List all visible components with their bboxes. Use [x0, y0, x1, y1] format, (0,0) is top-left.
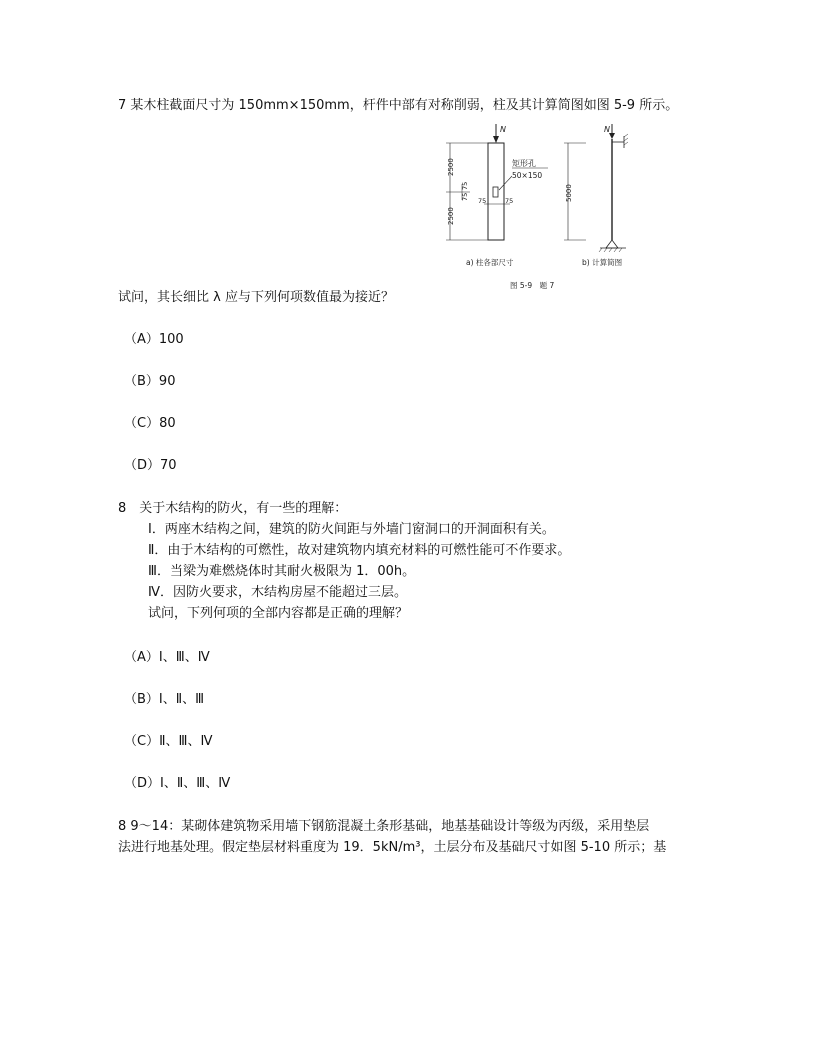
- q8-item-3: Ⅲ．当梁为难燃烧体时其耐火极限为 1．00h。: [148, 564, 416, 579]
- q8-option-d: （D）Ⅰ、Ⅱ、Ⅲ、Ⅳ: [124, 776, 231, 791]
- load-label-b: N: [604, 125, 610, 134]
- caption-a: a) 柱各部尺寸: [466, 258, 514, 267]
- column-outline: [488, 143, 504, 240]
- q8-question: 试问，下列何项的全部内容都是正确的理解？: [148, 606, 409, 621]
- q8-stem: 8 关于木结构的防火，有一些的理解：: [118, 501, 348, 516]
- q8-item-1: Ⅰ．两座木结构之间，建筑的防火间距与外墙门窗洞口的开洞面积有关。: [148, 522, 555, 537]
- load-arrowhead: [493, 136, 499, 143]
- figure-title: 图 5-9 题 7: [510, 281, 555, 290]
- caption-b: b) 计算简图: [582, 258, 623, 267]
- q8-option-b: （B）Ⅰ、Ⅱ、Ⅲ: [124, 692, 205, 707]
- q9-line-2: 法进行地基处理。假定垫层材料重度为 19．5kN/m³，土层分布及基础尺寸如图 5-10 所示；基: [118, 840, 667, 855]
- q8-option-c: （C）Ⅱ、Ⅲ、Ⅳ: [124, 734, 213, 749]
- q8-item-2: Ⅱ．由于木结构的可燃性，故对建筑物内填充材料的可燃性能可不作要求。: [148, 543, 571, 558]
- q7-stem: 7 某木柱截面尺寸为 150mm×150mm，杆件中部有对称削弱，柱及其计算简图如图 5-9 所示。: [118, 98, 679, 113]
- rectangular-hole: [493, 187, 498, 197]
- q7-option-d: （D）70: [124, 458, 177, 473]
- hole-leader: [499, 176, 512, 190]
- figure-5-9: [436, 122, 656, 298]
- dim-75b: 75: [461, 192, 469, 201]
- dim-bottom: 2500: [447, 207, 455, 225]
- column-diagram: [436, 122, 656, 298]
- dim-top: 2500: [447, 158, 455, 176]
- bottom-support: [606, 240, 618, 248]
- q8-item-4: Ⅳ．因防火要求，木结构房屋不能超过三层。: [148, 585, 407, 600]
- q7-option-c: （C）80: [124, 416, 176, 431]
- dim-total: 5000: [565, 184, 573, 202]
- q7-question: 试问，其长细比 λ 应与下列何项数值最为接近？: [118, 290, 394, 305]
- q8-option-a: （A）Ⅰ、Ⅲ、Ⅳ: [124, 650, 210, 665]
- q7-option-b: （B）90: [124, 374, 176, 389]
- dim-75d: 75: [505, 197, 514, 205]
- q7-option-a: （A）100: [124, 332, 184, 347]
- hole-label: 矩形孔: [512, 159, 536, 168]
- dim-75c: 75: [478, 197, 487, 205]
- load-label-a: N: [500, 125, 506, 134]
- q9-line-1: 8 9～14：某砌体建筑物采用墙下钢筋混凝土条形基础，地基基础设计等级为丙级，采用垫层: [118, 819, 650, 834]
- dim-75a: 75: [461, 181, 469, 190]
- hole-size: 50×150: [512, 171, 543, 180]
